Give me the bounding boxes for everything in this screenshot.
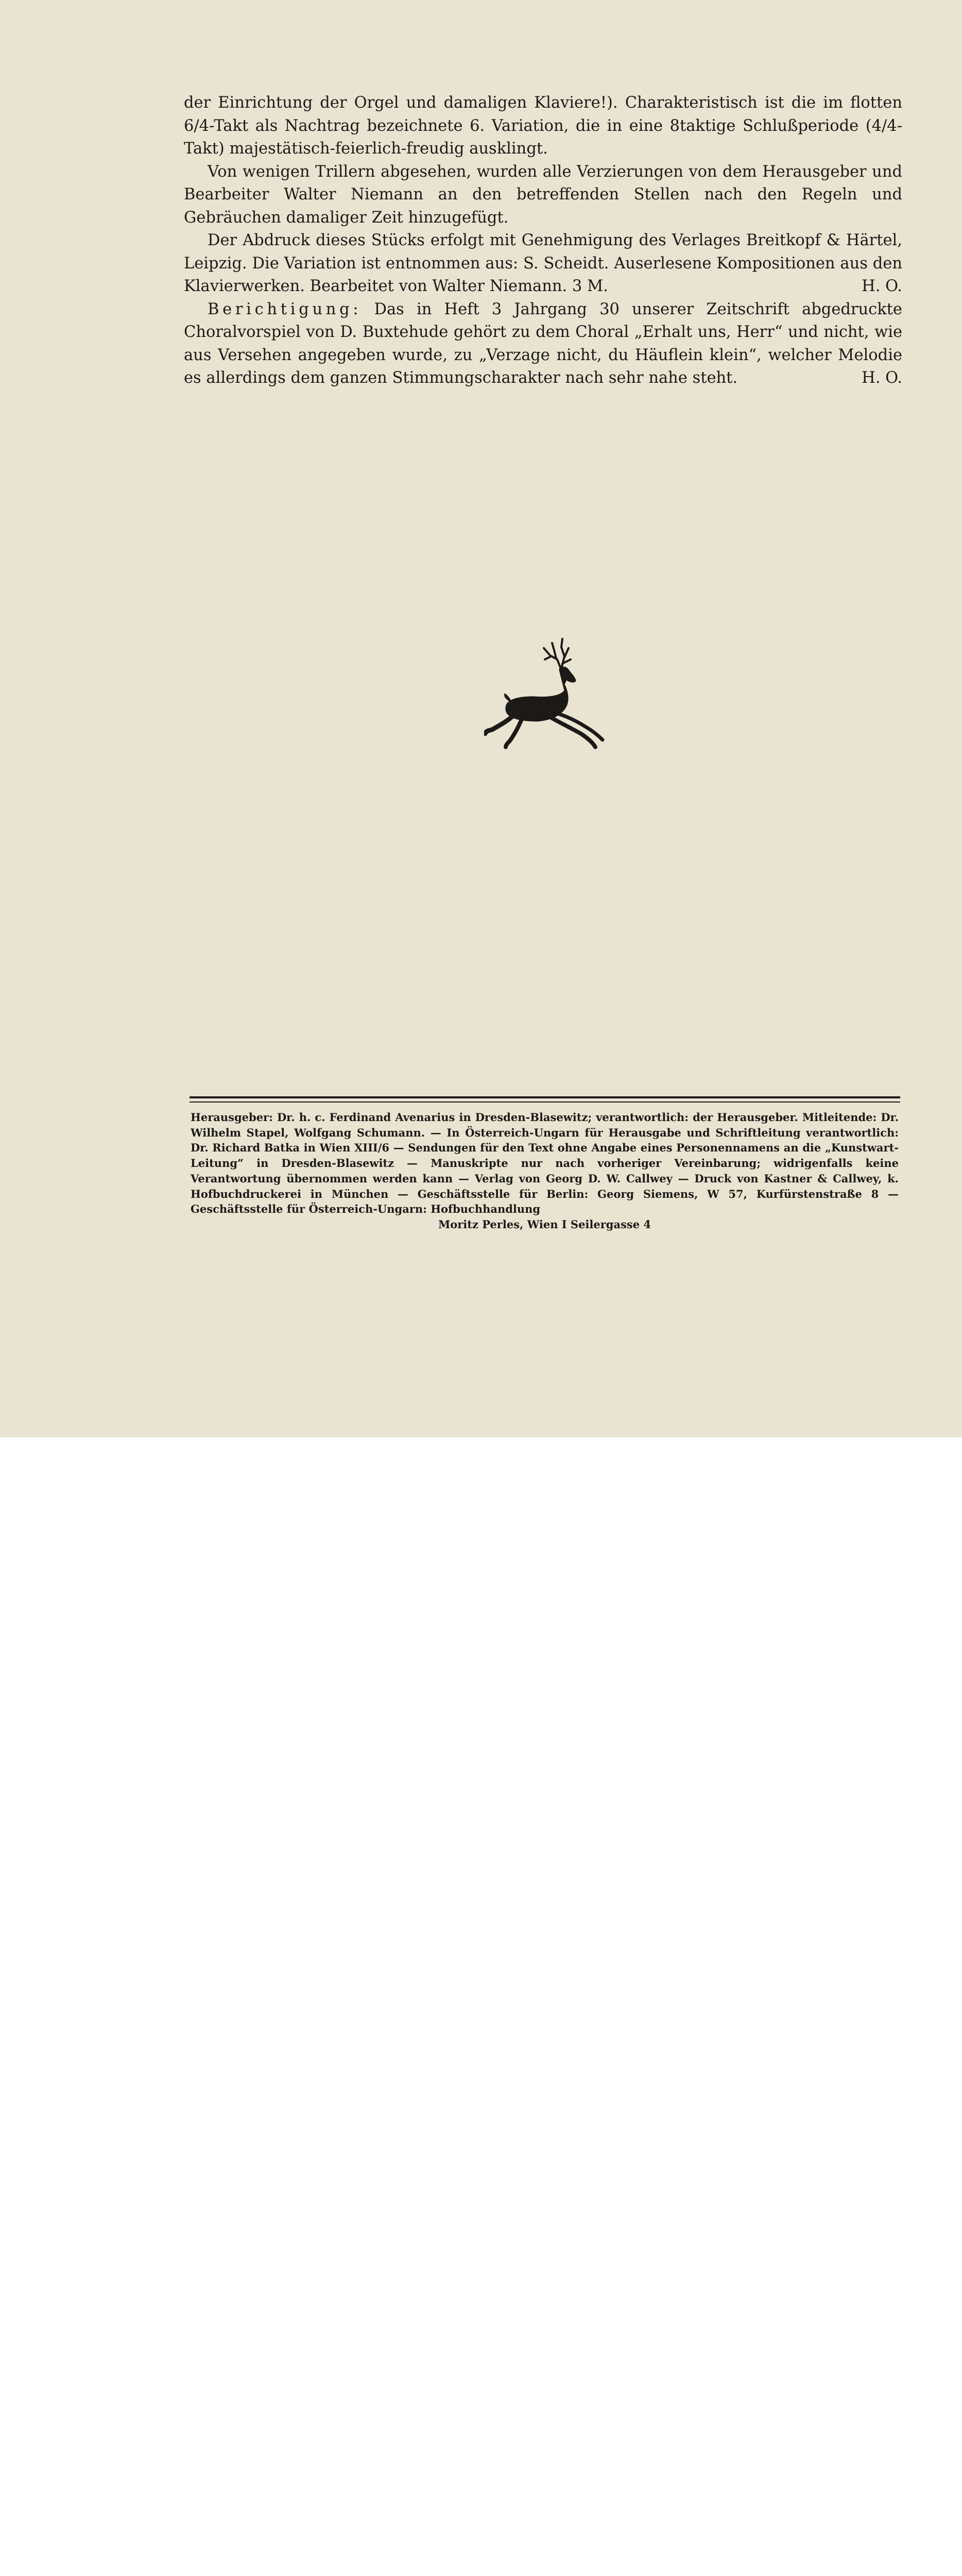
- correction-heading: Berichtigung:: [208, 300, 362, 318]
- paragraph-4-text: Das in Heft 3 Jahrgang 30 unserer Zeitschrift abgedruckte Choralvorspiel von D. Buxtehude gehört zu dem Choral „Erhalt uns, Herr“ und nicht, wie aus Versehen angegeben wurde, zu „Verzage nicht, du Häuflein klein“, welcher Melodie es allerdings dem ganzen Stimmungscharakter nach sehr nahe steht.: [184, 300, 902, 387]
- impressum-text: Herausgeber: Dr. h. c. Ferdinand Avenarius in Dresden-Blasewitz; verantwortlich: der Herausgeber. Mitleitende: Dr. Wilhelm Stapel, Wolfgang Schumann. — In Österreich-Ungarn für Herausgabe und Schriftleitung verantwortlich: Dr. Richard Batka in Wien XIII/6 — Sendungen für den Text ohne Angabe eines Personennamens an die „Kunstwart-Leitung“ in Dresden-Blasewitz — Manuskripte nur nach vorheriger Vereinbarung; widrigenfalls keine Verantwortung übernommen werden kann — Verlag von Georg D. W. Callwey — Druck von Kastner & Callwey, k. Hofbuchdruckerei in München — Geschäftsstelle für Berlin: Georg Siemens, W 57, Kurfürstenstraße 8 — Geschäftsstelle für Österreich-Ungarn: Hofbuchhandlung: [191, 1111, 899, 1216]
- article-text: [184, 92, 902, 390]
- impressum: [191, 1110, 899, 1232]
- paragraph-4-signature: H. O.: [862, 369, 902, 387]
- double-rule-bottom: [190, 1101, 900, 1103]
- viewer-footer: [0, 1437, 962, 1513]
- paragraph-3: [184, 229, 902, 298]
- double-rule-top: [190, 1096, 900, 1098]
- paragraph-3-text: Der Abdruck dieses Stücks erfolgt mit Genehmigung des Verlages Breitkopf & Härtel, Leipzig. Die Variation ist entnommen aus: S. Scheidt. Auserlesene Kompositionen aus den Klavierwerken. Bearbeitet von Walter Niemann. 3 M.: [184, 231, 902, 295]
- paragraph-1: der Einrichtung der Orgel und damaligen Klaviere!). Charakteristisch ist die im flotten 6/4-Takt als Nachtrag bezeichnete 6. Variation, die in eine 8taktige Schlußperiode (4/4-Takt) majestätisch-feierlich-freudig ausklingt.: [184, 94, 902, 158]
- impressum-last-line: Moritz Perles, Wien I Seilergasse 4: [438, 1217, 651, 1231]
- paragraph-3-signature: H. O.: [862, 277, 902, 295]
- paragraph-4: [184, 298, 902, 390]
- leaping-stag-icon: [484, 633, 618, 756]
- paragraph-2: Von wenigen Trillern abgesehen, wurden alle Verzierungen von dem Herausgeber und Bearbeiter Walter Niemann an den betreffenden Stellen nach den Regeln und Gebräuchen damaliger Zeit hinzugefügt.: [184, 162, 902, 227]
